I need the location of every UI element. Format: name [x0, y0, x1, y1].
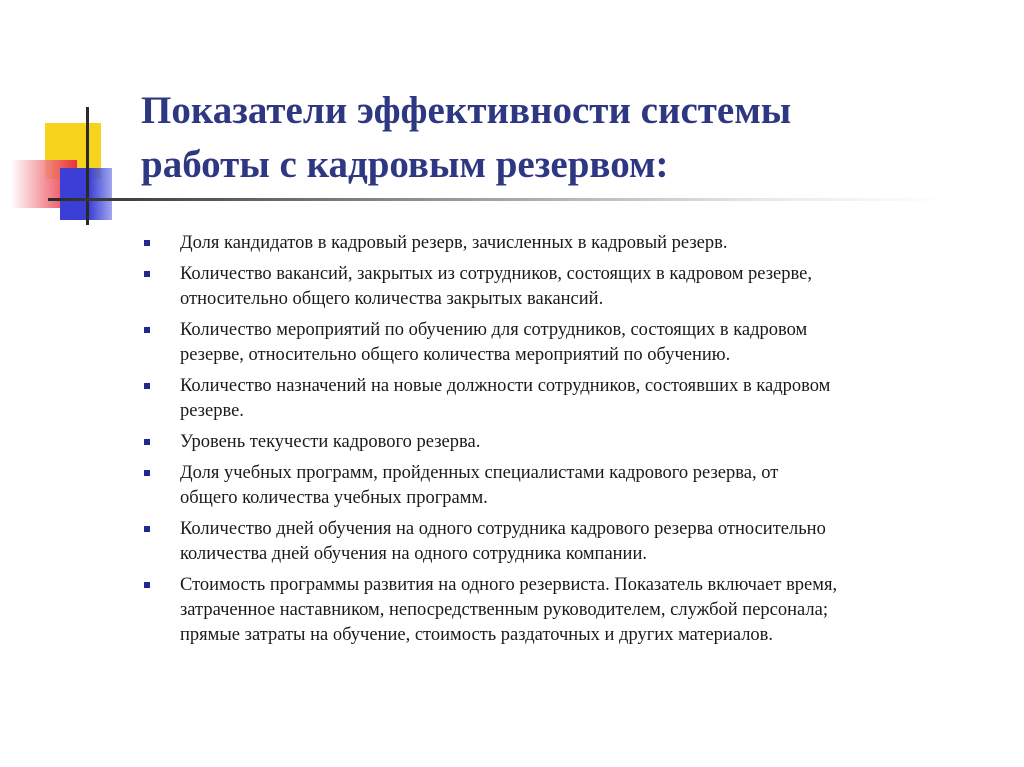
- bullet-text-line: Стоимость программы развития на одного резервиста. Показатель включает время,: [180, 575, 838, 595]
- square-bullet-icon: [144, 383, 150, 389]
- bullet-text-line: Уровень текучести кадрового резерва.: [180, 432, 481, 452]
- slide-title-line: Показатели эффективности системы: [141, 89, 792, 132]
- square-bullet-icon: [144, 526, 150, 532]
- bullet-item: [140, 262, 1010, 312]
- square-bullet-icon: [144, 271, 150, 277]
- bullet-item: [140, 374, 1010, 424]
- bullet-text-line: Доля кандидатов в кадровый резерв, зачисленных в кадровый резерв.: [180, 233, 728, 253]
- square-bullet-icon: [144, 582, 150, 588]
- slide-title: [141, 84, 1001, 192]
- decorative-vertical-line: [86, 107, 89, 225]
- bullet-text-line: прямые затраты на обучение, стоимость раздаточных и других материалов.: [180, 625, 774, 645]
- bullet-text-line: Количество назначений на новые должности сотрудников, состоявших в кадровом: [180, 376, 831, 396]
- square-bullet-icon: [144, 439, 150, 445]
- bullet-item: [140, 461, 1010, 511]
- square-bullet-icon: [144, 470, 150, 476]
- title-underline-rule: [48, 198, 948, 201]
- bullet-text-line: Количество мероприятий по обучению для сотрудников, состоящих в кадровом: [180, 320, 808, 340]
- bullet-item: [140, 573, 1010, 648]
- bullet-text-line: количества дней обучения на одного сотрудника компании.: [180, 544, 647, 564]
- square-bullet-icon: [144, 327, 150, 333]
- bullet-text-line: резерве.: [180, 401, 244, 421]
- bullet-item: [140, 517, 1010, 567]
- square-bullet-icon: [144, 240, 150, 246]
- bullet-text-line: Количество дней обучения на одного сотрудника кадрового резерва относительно: [180, 519, 826, 539]
- bullet-list: [140, 231, 1010, 654]
- bullet-text-line: Количество вакансий, закрытых из сотрудников, состоящих в кадровом резерве,: [180, 264, 812, 284]
- bullet-item: [140, 318, 1010, 368]
- bullet-item: [140, 231, 1010, 256]
- bullet-text-line: затраченное наставником, непосредственным руководителем, службой персонала;: [180, 600, 828, 620]
- slide-title-line: работы с кадровым резервом:: [141, 143, 669, 186]
- bullet-text-line: относительно общего количества закрытых вакансий.: [180, 289, 604, 309]
- bullet-text-line: резерве, относительно общего количества мероприятий по обучению.: [180, 345, 731, 365]
- bullet-item: [140, 430, 1010, 455]
- bullet-text-line: Доля учебных программ, пройденных специалистами кадрового резерва, от: [180, 463, 779, 483]
- bullet-text-line: общего количества учебных программ.: [180, 488, 488, 508]
